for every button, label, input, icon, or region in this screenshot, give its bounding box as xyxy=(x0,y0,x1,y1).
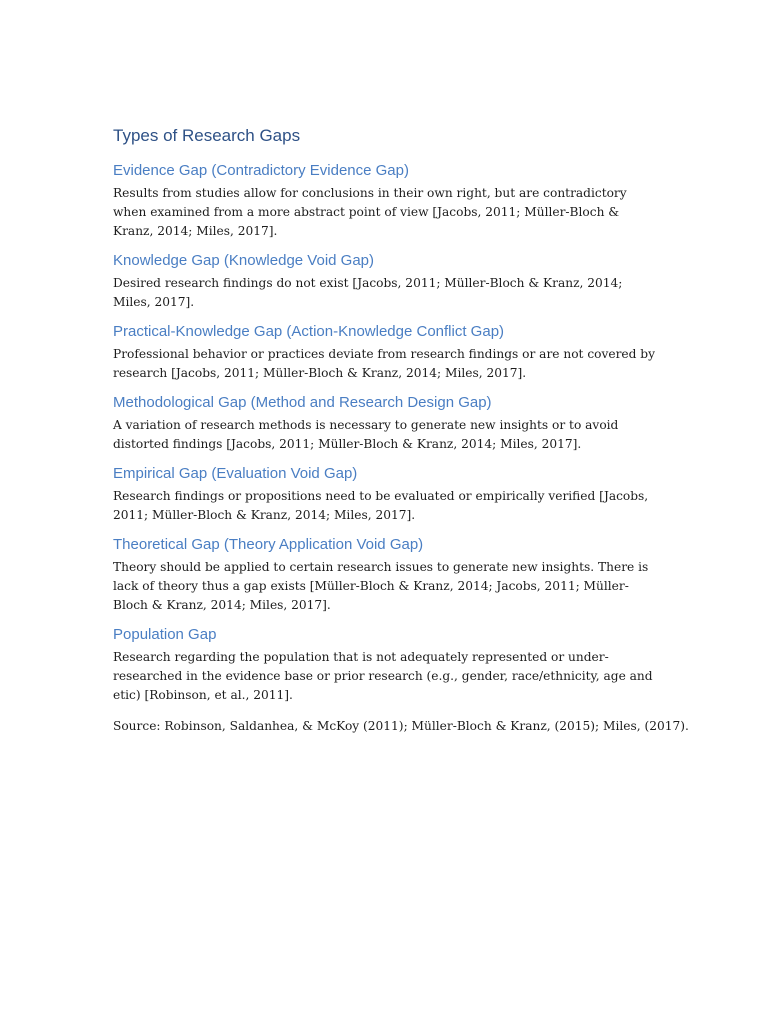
section-body: Research findings or propositions need to be evaluated or empirically verified [Jacobs, 2011; Müller-Bloch & Kranz, 2014; Miles, 2017]. xyxy=(113,489,649,522)
section-body: Professional behavior or practices deviate from research findings or are not covered by research [Jacobs, 2011; Müller-Bloch & Kranz, 2014; Miles, 2017]. xyxy=(113,347,655,380)
section-practical-knowledge-gap xyxy=(113,322,658,383)
source-citation: Source: Robinson, Saldanhea, & McKoy (2011); Müller-Bloch & Kranz, (2015); Miles, (2017). xyxy=(113,719,689,733)
page-title: Types of Research Gaps xyxy=(113,126,301,145)
section-body: Desired research findings do not exist [Jacobs, 2011; Müller-Bloch & Kranz, 2014; Miles, 2017]. xyxy=(113,276,623,309)
section-evidence-gap xyxy=(113,161,658,241)
section-heading: Evidence Gap (Contradictory Evidence Gap) xyxy=(113,162,409,179)
section-heading: Practical-Knowledge Gap (Action-Knowledge Conflict Gap) xyxy=(113,323,505,340)
section-theoretical-gap xyxy=(113,535,658,615)
section-body: Research regarding the population that is not adequately represented or under-researched in the evidence base or prior research (e.g., gender, race/ethnicity, age and etic) [Robinson, et al., 2011]. xyxy=(113,650,653,702)
section-body: A variation of research methods is necessary to generate new insights or to avoid distorted findings [Jacobs, 2011; Müller-Bloch & Kranz, 2014; Miles, 2017]. xyxy=(113,418,619,451)
section-body: Theory should be applied to certain research issues to generate new insights. There is lack of theory thus a gap exists [Müller-Bloch & Kranz, 2014; Jacobs, 2011; Müller-Bloch & Kranz, 2014; Miles, 2017]. xyxy=(113,560,649,612)
section-heading: Empirical Gap (Evaluation Void Gap) xyxy=(113,465,358,482)
document-page xyxy=(113,124,689,736)
section-body: Results from studies allow for conclusions in their own right, but are contradictory when examined from a more abstract point of view [Jacobs, 2011; Müller-Bloch & Kranz, 2014; Miles, 2017]. xyxy=(113,186,627,238)
section-heading: Methodological Gap (Method and Research Design Gap) xyxy=(113,394,492,411)
section-methodological-gap xyxy=(113,393,658,454)
section-population-gap xyxy=(113,625,658,705)
section-empirical-gap xyxy=(113,464,658,525)
section-knowledge-gap xyxy=(113,251,658,312)
section-heading: Population Gap xyxy=(113,626,217,643)
section-heading: Theoretical Gap (Theory Application Void Gap) xyxy=(113,536,424,553)
section-heading: Knowledge Gap (Knowledge Void Gap) xyxy=(113,252,375,269)
